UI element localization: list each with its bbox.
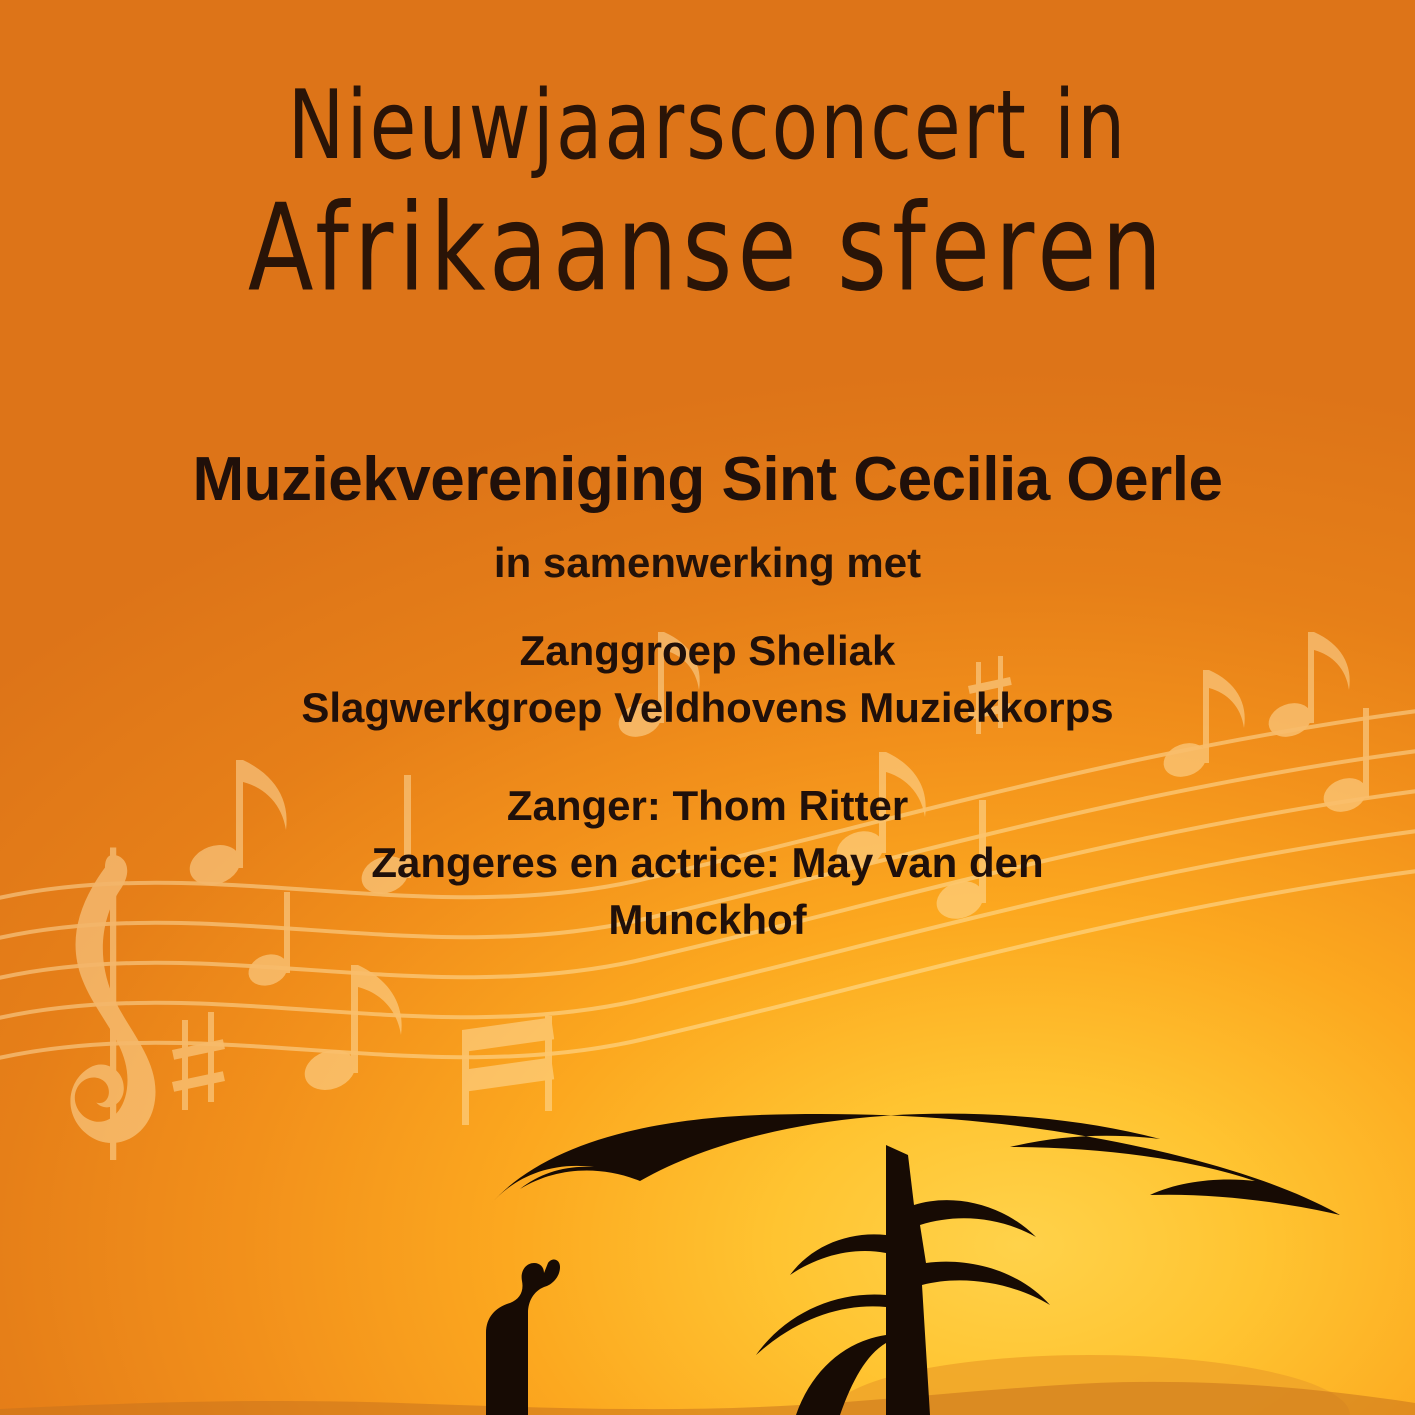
collaborating-groups [0,623,1415,736]
group-item: Zanggroep Sheliak [519,627,896,674]
title-line-1: Nieuwjaarsconcert in [287,69,1128,181]
organisation-name: Muziekvereniging Sint Cecilia Oerle [192,445,1223,514]
title-line-2: Afrikaanse sferen [247,178,1168,318]
performer-item: Zanger: Thom Ritter [506,782,909,830]
sun-glow [830,1355,1350,1415]
collaboration-intro: in samenwerking met [493,539,922,586]
poster-title [0,0,1415,318]
giraffe-icon [486,1260,560,1415]
african-landscape-silhouette [0,1085,1415,1415]
ground-haze [0,1382,1415,1415]
performer-item: Zangeres en actrice: May van den Munckhof [371,839,1044,943]
group-item: Slagwerkgroep Veldhovens Muziekkorps [301,683,1114,731]
beamed-notes-icon [462,1016,554,1125]
performers-list [298,778,1118,948]
music-note-icon [299,965,402,1097]
acacia-tree-icon [490,1114,1340,1415]
sharp-icon [172,1012,225,1110]
